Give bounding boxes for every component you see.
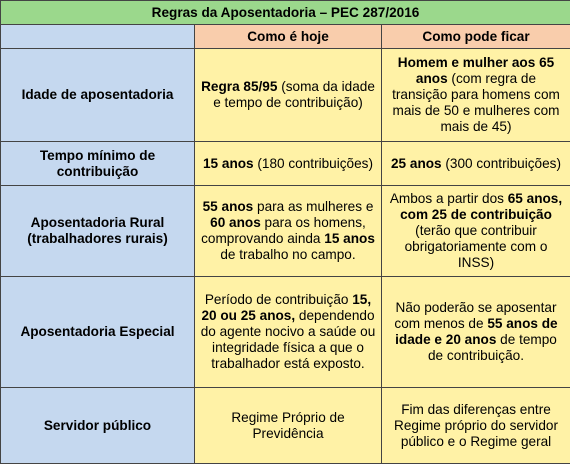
row-label-especial: Aposentadoria Especial bbox=[1, 277, 195, 388]
table-row bbox=[1, 277, 570, 388]
cell-tempo-hoje: 15 anos (180 contribuições) bbox=[195, 142, 382, 186]
table-row bbox=[1, 142, 570, 186]
cell-idade-ficar: Homem e mulher aos 65 anos (com regra de transição para homens com mais de 50 e mulheres com mais de 45) bbox=[382, 49, 570, 142]
row-label-tempo: Tempo mínimo de contribuição bbox=[1, 142, 195, 186]
cell-especial-ficar: Não poderão se aposentar com menos de 55 anos de idade e 20 anos de tempo de contribuição. bbox=[382, 277, 570, 388]
header-blank bbox=[1, 25, 195, 49]
row-label-idade: Idade de aposentadoria bbox=[1, 49, 195, 142]
cell-idade-hoje: Regra 85/95 (soma da idade e tempo de contribuição) bbox=[195, 49, 382, 142]
header-como-pode-ficar: Como pode ficar bbox=[382, 25, 570, 49]
cell-servidor-ficar: Fim das diferenças entre Regime próprio do servidor público e o Regime geral bbox=[382, 388, 570, 464]
header-row bbox=[1, 25, 570, 49]
cell-rural-hoje: 55 anos para as mulheres e 60 anos para os homens, comprovando ainda 15 anos de trabalho no campo. bbox=[195, 186, 382, 277]
cell-especial-hoje: Período de contribuição 15, 20 ou 25 anos, dependendo do agente nocivo a saúde ou integridade física a que o trabalhador está exposto. bbox=[195, 277, 382, 388]
title-row bbox=[1, 1, 570, 25]
cell-tempo-ficar: 25 anos (300 contribuições) bbox=[382, 142, 570, 186]
table-row bbox=[1, 49, 570, 142]
row-label-servidor: Servidor público bbox=[1, 388, 195, 464]
table-row bbox=[1, 388, 570, 464]
cell-servidor-hoje: Regime Próprio de Previdência bbox=[195, 388, 382, 464]
cell-rural-ficar: Ambos a partir dos 65 anos, com 25 de contribuição (terão que contribuir obrigatoriamente com o INSS) bbox=[382, 186, 570, 277]
header-como-e-hoje: Como é hoje bbox=[195, 25, 382, 49]
table-title: Regras da Aposentadoria – PEC 287/2016 bbox=[1, 1, 570, 25]
row-label-rural: Aposentadoria Rural (trabalhadores rurais) bbox=[1, 186, 195, 277]
table-row bbox=[1, 186, 570, 277]
